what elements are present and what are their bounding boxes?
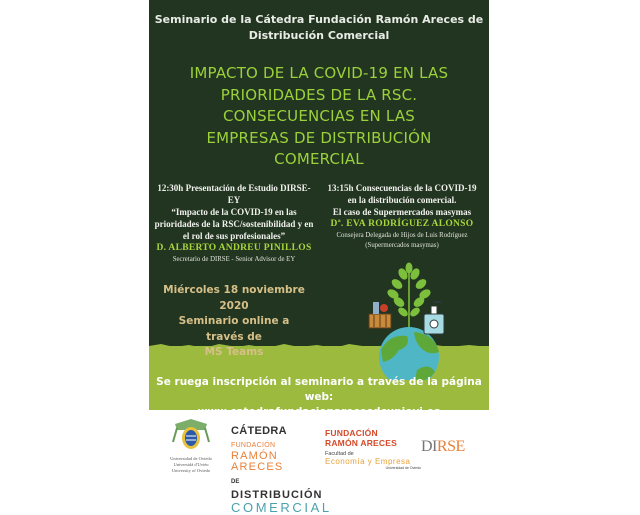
catedra-fundacion: FUNDACIÓN	[231, 442, 276, 449]
seminar-title	[153, 63, 485, 171]
fundacion-line-2: RAMÓN ARECES	[325, 438, 397, 448]
university-crest-icon	[171, 418, 211, 452]
faculty-university: Universidad de Oviedo	[385, 466, 421, 470]
talk-1-line: “Impacto de la COVID-19 en las	[171, 207, 297, 217]
catedra-comercial: COMERCIAL	[231, 500, 332, 515]
fundacion-ramon-areces-logo	[325, 428, 435, 470]
dirse-part-2: RSE	[436, 438, 465, 455]
dirse-part-1: DI	[421, 438, 437, 455]
title-line: PRIORIDADES DE LA RSC.	[220, 85, 418, 104]
cta-text: Se ruega inscripción al seminario a través de la página web:	[156, 376, 482, 403]
talk-1-line: el rol de sus profesionales”	[182, 231, 286, 241]
sustainability-illustration	[359, 262, 459, 380]
talk-2	[321, 182, 483, 251]
catedra-word: CÁTEDRA	[231, 425, 287, 437]
talk-2-role: (Supermercados masymas)	[365, 242, 439, 249]
faculty-label: Facultad de	[325, 451, 354, 457]
talk-2-line: El caso de Supermercados masymas	[332, 207, 472, 217]
catedra-de: DE	[231, 479, 240, 485]
talk-1	[153, 182, 315, 265]
title-line: COMERCIAL	[274, 150, 364, 168]
faculty-name: Economía y Empresa	[325, 457, 411, 466]
talk-1-line: prioridades de la RSC/sostenibilidad y en	[154, 219, 314, 229]
registration-url[interactable]: www.catedrafundacionarecesdcuniovi.es	[197, 406, 441, 418]
university-of-oviedo-logo	[161, 418, 221, 474]
university-name-es: Universidad de Oviedo	[170, 456, 212, 461]
dirse-logo	[421, 438, 465, 456]
event-mode-platform: MS Teams	[204, 346, 264, 358]
event-details	[159, 283, 309, 361]
talk-2-role: Consejera Delegada de Hijos de Luis Rodríguez	[336, 232, 468, 239]
sponsor-logos	[149, 412, 489, 515]
seminar-poster	[149, 0, 489, 515]
fundacion-line-1: FUNDACIÓN	[325, 428, 378, 438]
globe-icon	[379, 327, 439, 380]
seminar-header	[149, 12, 489, 44]
university-name-ast: Universidá d'Uviéu	[173, 462, 209, 467]
title-line: EMPRESAS DE DISTRIBUCIÓN	[206, 128, 432, 147]
talk-1-speaker: D. ALBERTO ANDREU PINILLOS	[156, 243, 312, 253]
header-line-2: Distribución Comercial	[248, 29, 390, 42]
talk-2-line: en la distribución comercial.	[347, 195, 457, 205]
event-date: Miércoles 18 noviembre 2020	[163, 284, 305, 312]
talk-1-line: 12:30h Presentación de Estudio DIRSE-EY	[157, 183, 311, 205]
shopping-basket-icon	[369, 302, 391, 328]
hand-sanitizer-icon	[424, 302, 444, 334]
title-line: IMPACTO DE LA COVID-19 EN LAS	[189, 64, 449, 82]
talk-2-speaker: Dª. EVA RODRÍGUEZ ALONSO	[330, 219, 474, 229]
title-line: CONSECUENCIAS EN LAS	[222, 107, 416, 125]
catedra-distribucion: DISTRIBUCIÓN	[231, 489, 323, 501]
header-line-1: Seminario de la Cátedra Fundación Ramón Areces de	[154, 13, 484, 26]
talk-1-role: Secretario de DIRSE - Senior Advisor de EY	[172, 256, 296, 263]
talk-2-line: 13:15h Consecuencias de la COVID-19	[327, 183, 477, 193]
event-mode: Seminario online a través de	[178, 315, 290, 343]
catedra-logo	[231, 424, 332, 515]
university-name-en: University of Oviedo	[171, 468, 211, 473]
catedra-ramon-areces: RAMÓN ARECES	[231, 450, 284, 473]
